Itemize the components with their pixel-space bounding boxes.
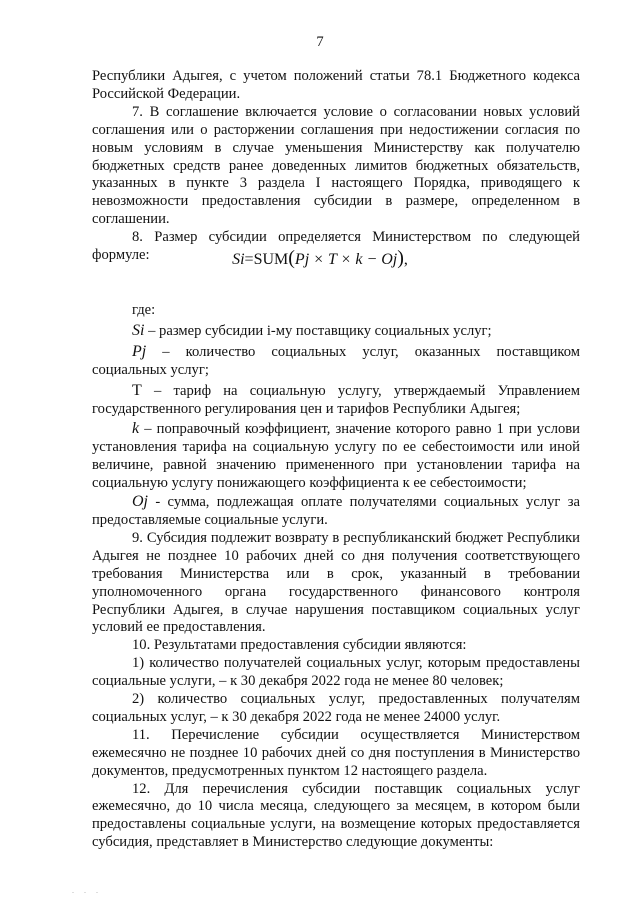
- symbol-t: T: [132, 381, 142, 399]
- formula-trail: ,: [403, 251, 408, 268]
- formula-equals: =: [244, 251, 254, 268]
- symbol-k: k: [132, 420, 140, 438]
- paragraph-11: 11. Перечисление субсидии осуществляется Министерством ежемесячно не позднее 10 рабочих дней со дня поступления в Министерство документов, предусмотренных пунктом 12 настоящего раздела.: [92, 726, 580, 779]
- formula-body: Pj × T × k − Oj: [294, 251, 398, 268]
- definition-k: k – поправочный коэффициент, значение которого равно 1 при услови установления тарифа на социальную услугу по ее себестоимости или иной величине, равной значению примененного при установлении тарифа на социальную услугу понижающего коэффициента к ее себестоимости;: [92, 420, 580, 492]
- paragraph-10: 10. Результатами предоставления субсидии являются:: [132, 637, 467, 654]
- paragraph-8: 8. Размер субсидии определяется Министерством по следующей формуле:: [92, 229, 580, 264]
- paragraph-12: 12. Для перечисления субсидии поставщик социальных услуг ежемесячно, до 10 числа месяца, следующего за месяцем, в котором были предоставлены социальные услуги, на возмещение которых предоставляется субсидия, представляет в Министерство следующие документы:: [92, 780, 580, 851]
- where-label: где:: [132, 302, 156, 318]
- symbol-si: Si: [132, 321, 145, 339]
- paragraph-10-1: 1) количество получателей социальных услуг, которым предоставлены социальные услуги, – к 30 декабря 2022 года не менее 80 человек;: [92, 655, 580, 690]
- definition-oj: Oj - сумма, подлежащая оплате получателями социальных услуг за предоставляемые социальные услуги.: [92, 493, 580, 528]
- symbol-oj: Oj: [132, 493, 148, 511]
- definition-t: T – тариф на социальную услугу, утверждаемый Управлением государственного регулирования цен и тарифов Республики Адыгея;: [92, 381, 580, 417]
- definition-pj: Pj – количество социальных услуг, оказанных поставщиком социальных услуг;: [92, 342, 580, 378]
- symbol-pj: Pj: [132, 342, 147, 360]
- page-number: 7: [316, 34, 324, 50]
- subsidy-formula: [0, 247, 640, 269]
- intro-paragraph: Республики Адыгея, с учетом положений статьи 78.1 Бюджетного кодекса Российской Федерации.: [92, 68, 580, 102]
- paragraph-7: 7. В соглашение включается условие о согласовании новых условий соглашения или о расторжении соглашения при недостижении согласия по новым условиям в случае уменьшения Министерству как получателю бюджетных средств ранее доведенных лимитов бюджетных обязательств, указанных в пункте 3 раздела I настоящего Порядка, приводящего к невозможности предоставления субсидии в размере, определенном в соглашении.: [92, 103, 580, 228]
- definition-si: Si – размер субсидии i-му поставщику социальных услуг;: [132, 321, 492, 339]
- definitions-block: [92, 300, 580, 852]
- upper-text: [92, 68, 580, 265]
- scan-noise: . . .: [72, 886, 102, 895]
- formula-func: SUM: [253, 251, 289, 268]
- formula-lhs: Si: [232, 251, 245, 268]
- paragraph-9: 9. Субсидия подлежит возврату в республиканский бюджет Республики Адыгея не позднее 10 рабочих дней со дня получения соответствующего требования Министерства или в срок, указанный в требовании уполномоченного органа государственного финансового контроля Республики Адыгея, в случае нарушения поставщиком социальных услуг условий ее предоставления.: [92, 529, 580, 636]
- formula-open-paren: (: [288, 247, 295, 269]
- paragraph-10-2: 2) количество социальных услуг, предоставленных получателям социальных услуг, – к 30 декабря 2022 года не менее 24000 услуг.: [92, 691, 580, 725]
- formula-close-paren: ): [397, 247, 404, 269]
